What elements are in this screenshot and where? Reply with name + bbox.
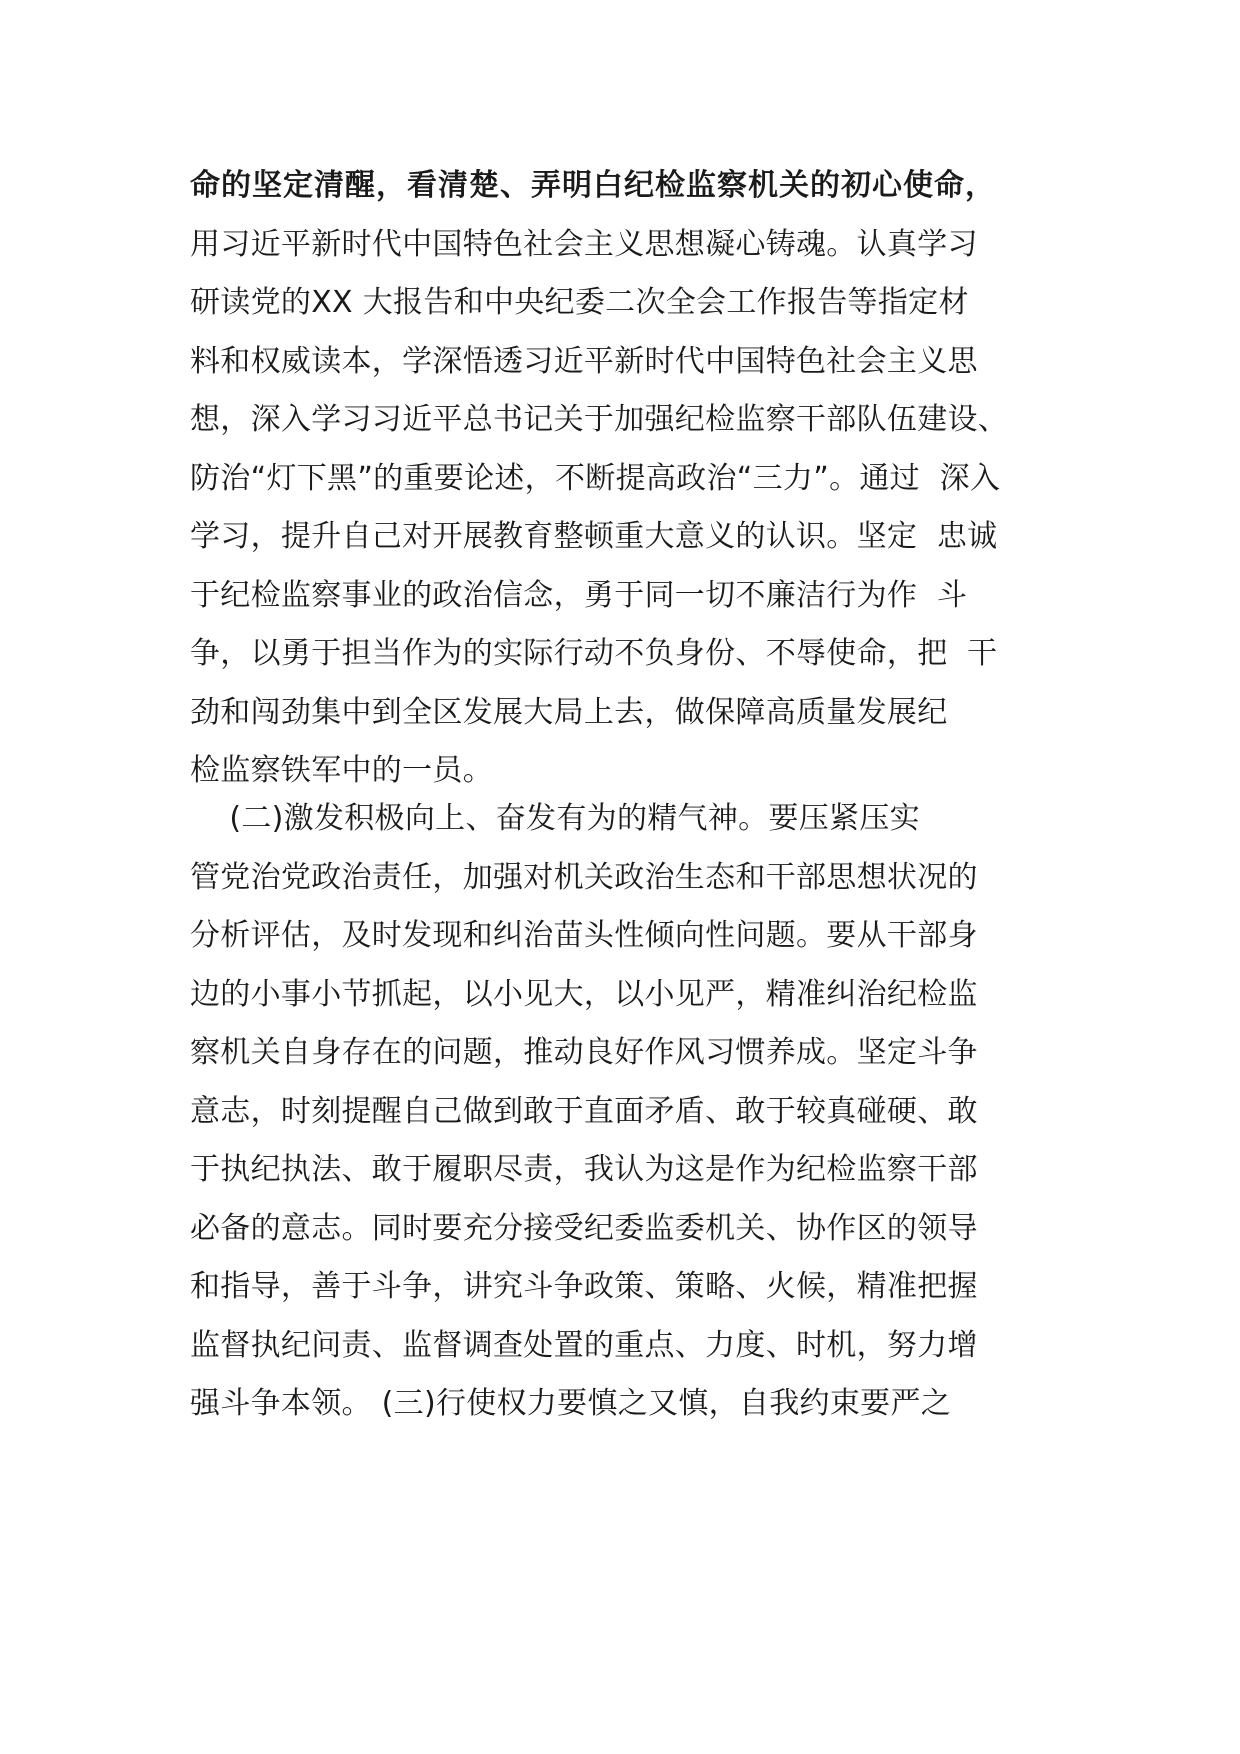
text-line: 于纪检监察事业的政治信念，勇于同一切不廉洁行为作 斗 — [190, 577, 968, 613]
text-line: 学习，提升自己对开展教育整顿重大意义的认识。坚定 忠诚 — [190, 519, 998, 554]
text-line: 强斗争本领。 (三)行使权力要慎之又慎，自我约束要严之 — [190, 1386, 952, 1421]
text-line: 研读党的XX 大报告和中央纪委二次全会工作报告等指定材 — [190, 285, 969, 320]
text-line: (二)激发积极向上、奋发有为的精气神。要压紧压实 — [190, 801, 920, 836]
text-line: 管党治党政治责任，加强对机关政治生态和干部思想状况的 — [190, 859, 978, 895]
text-line: 争，以勇于担当作为的实际行动不负身份、不辱使命，把 干 — [190, 636, 998, 671]
text-line: 想，深入学习习近平总书记关于加强纪检监察干部队伍建设、 — [190, 402, 1009, 437]
text-line: 和指导，善于斗争，讲究斗争政策、策略、火候，精准把握 — [190, 1269, 978, 1304]
text-line: 意志，时刻提醒自己做到敢于直面矛盾、敢于较真碰硬、敢 — [190, 1093, 978, 1129]
text-line: 防治“灯下黑”的重要论述，不断提高政治“三力”。通过 深入 — [190, 460, 1001, 496]
paragraph-1 — [190, 157, 1090, 801]
text-line: 命的坚定清醒，看清楚、弄明白纪检监察机关的初心使命， — [190, 168, 996, 203]
paragraph-2 — [190, 790, 1090, 1434]
text-line: 分析评估，及时发现和纠治苗头性倾向性问题。要从干部身 — [190, 918, 978, 953]
text-line: 监督执纪问责、监督调查处置的重点、力度、时机，努力增 — [190, 1327, 978, 1363]
text-line: 用习近平新时代中国特色社会主义思想凝心铸魂。认真学习 — [190, 226, 978, 262]
text-line: 必备的意志。同时要充分接受纪委监委机关、协作区的领导 — [190, 1210, 978, 1246]
text-line: 于执纪执法、敢于履职尽责，我认为这是作为纪检监察干部 — [190, 1152, 978, 1187]
text-line: 察机关自身存在的问题，推动良好作风习惯养成。坚定斗争 — [190, 1035, 978, 1070]
text-line: 料和权威读本，学深悟透习近平新时代中国特色社会主义思 — [190, 343, 978, 379]
text-line: 劲和闯劲集中到全区发展大局上去，做保障高质量发展纪 — [190, 694, 948, 730]
text-line: 检监察铁军中的一员。 — [190, 753, 493, 788]
text-line: 边的小事小节抓起，以小见大，以小见严，精准纠治纪检监 — [190, 976, 978, 1012]
